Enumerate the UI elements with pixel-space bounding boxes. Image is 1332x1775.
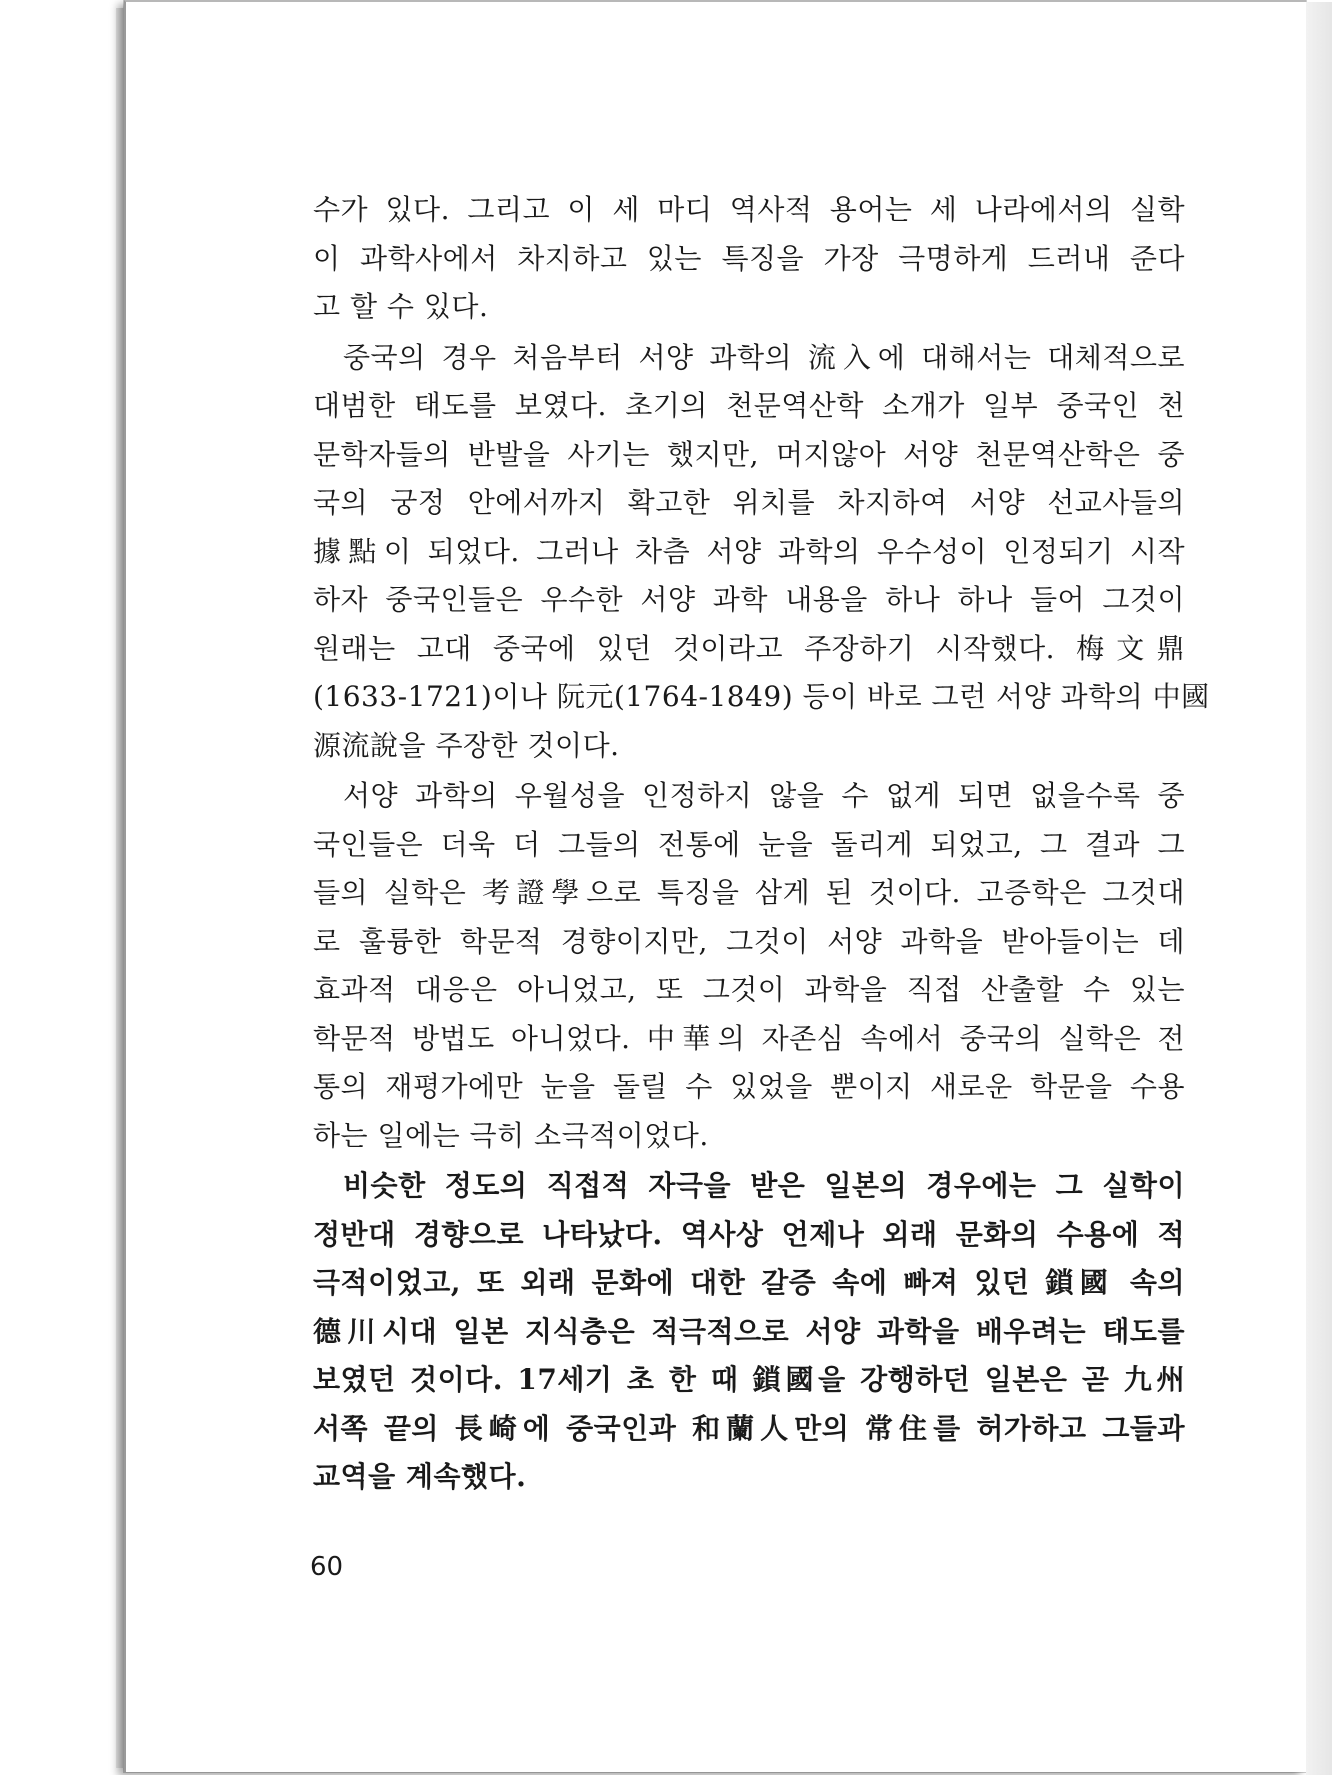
text-line: 이 과학사에서 차지하고 있는 특징을 가장 극명하게 드러내 준다 xyxy=(313,241,1185,275)
text-line: 서쪽 끝의 長崎에 중국인과 和蘭人만의 常住를 허가하고 그들과 xyxy=(313,1411,1185,1445)
text-line: 정반대 경향으로 나타났다. 역사상 언제나 외래 문화의 수용에 적 xyxy=(313,1217,1185,1251)
paragraph xyxy=(313,1162,1185,1502)
paragraph xyxy=(313,334,1210,771)
text-line: 교역을 계속했다. xyxy=(313,1460,527,1493)
text-line: 로 훌륭한 학문적 경향이지만, 그것이 서양 과학을 받아들이는 데 xyxy=(313,924,1185,958)
text-line: 源流說을 주장한 것이다. xyxy=(313,728,620,762)
text-line: 들의 실학은 考證學으로 특징을 삼게 된 것이다. 고증학은 그것대 xyxy=(313,876,1185,909)
text-line: 서양 과학의 우월성을 인정하지 않을 수 없게 되면 없을수록 중 xyxy=(343,779,1185,812)
text-line: 원래는 고대 중국에 있던 것이라고 주장하기 시작했다. 梅文鼎 xyxy=(313,631,1185,665)
text-line: 비슷한 정도의 직접적 자극을 받은 일본의 경우에는 그 실학이 xyxy=(343,1169,1185,1202)
text-line: 국인들은 더욱 더 그들의 전통에 눈을 돌리게 되었고, 그 결과 그 xyxy=(313,827,1185,861)
text-line: 중국의 경우 처음부터 서양 과학의 流入에 대해서는 대체적으로 xyxy=(343,340,1185,374)
text-line: 효과적 대응은 아니었고, 또 그것이 과학을 직접 산출할 수 있는 xyxy=(313,973,1185,1006)
text-line: 극적이었고, 또 외래 문화에 대한 갈증 속에 빠져 있던 鎖國 속의 xyxy=(313,1266,1185,1299)
text-line: 문학자들의 반발을 사기는 했지만, 머지않아 서양 천문역산학은 중 xyxy=(313,437,1185,471)
text-line: 수가 있다. 그리고 이 세 마디 역사적 용어는 세 나라에서의 실학 xyxy=(313,193,1185,226)
text-line: 德川시대 일본 지식층은 적극적으로 서양 과학을 배우려는 태도를 xyxy=(313,1314,1185,1348)
page-number: 60 xyxy=(310,1552,344,1582)
text-line: 대범한 태도를 보였다. 초기의 천문역산학 소개가 일부 중국인 천 xyxy=(313,389,1185,422)
text-line: 학문적 방법도 아니었다. 中華의 자존심 속에서 중국의 실학은 전 xyxy=(313,1021,1185,1055)
paragraph xyxy=(313,186,1185,332)
text-line: 據點이 되었다. 그러나 차츰 서양 과학의 우수성이 인정되기 시작 xyxy=(313,534,1185,568)
text-line: 하는 일에는 극히 소극적이었다. xyxy=(313,1118,709,1152)
text-line: 고 할 수 있다. xyxy=(313,290,489,323)
body-text xyxy=(313,186,1210,1504)
text-line: 보였던 것이다. 17세기 초 한 때 鎖國을 강행하던 일본은 곧 九州 xyxy=(313,1363,1185,1396)
text-line: 통의 재평가에만 눈을 돌릴 수 있었을 뿐이지 새로운 학문을 수용 xyxy=(313,1070,1185,1103)
text-line: 하자 중국인들은 우수한 서양 과학 내용을 하나 하나 들어 그것이 xyxy=(313,583,1185,616)
text-line: 국의 궁정 안에서까지 확고한 위치를 차지하여 서양 선교사들의 xyxy=(313,486,1185,519)
text-line: (1633-1721)이나 阮元(1764-1849) 등이 바로 그런 서양 과학의 中國 xyxy=(313,680,1210,713)
paragraph xyxy=(313,772,1185,1160)
